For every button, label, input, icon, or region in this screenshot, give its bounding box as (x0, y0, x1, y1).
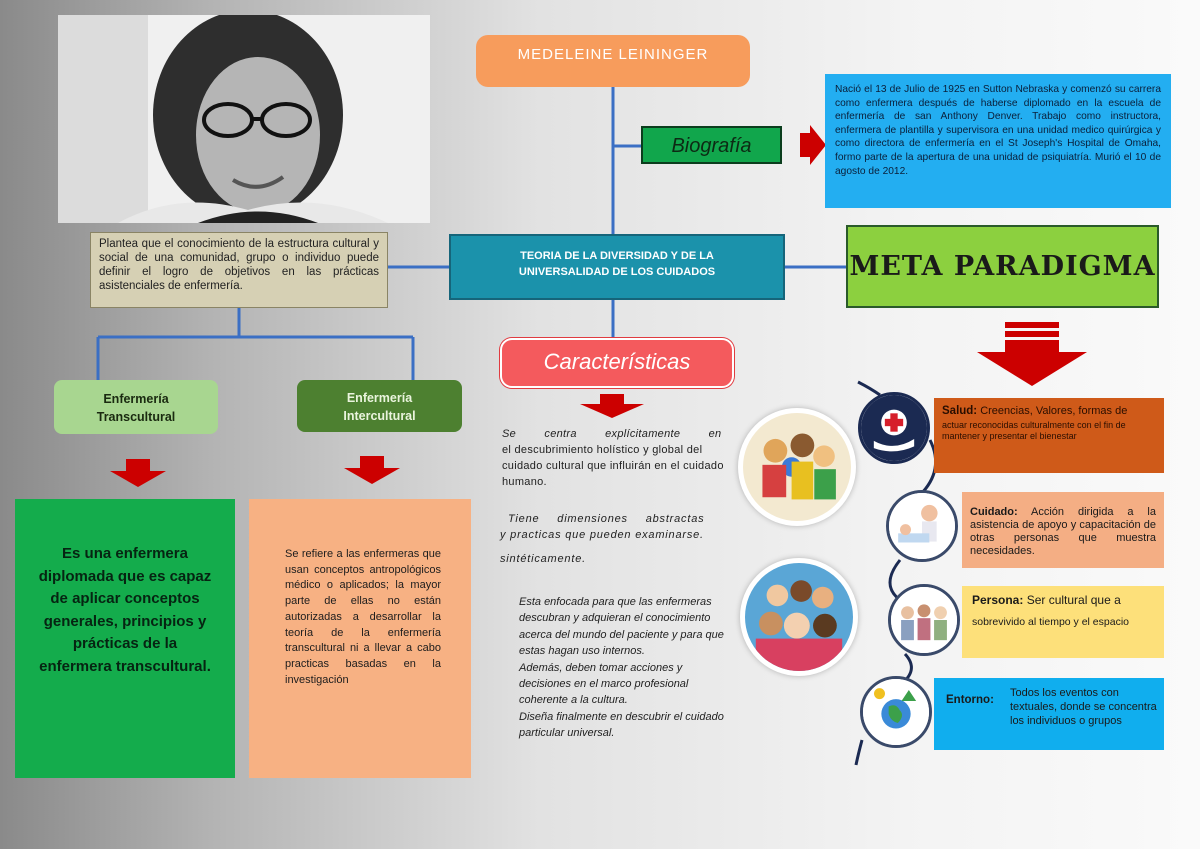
arrow-down-icon (110, 459, 166, 487)
intercultural-text: Se refiere a las enfermeras que usan conceptos antropológicos médico o aplicados; la mayor parte de ellas no están autorizadas a desarrollar la teoría de la enfermería transcultural ni a llevar a cabo practicas basadas en la investigación (249, 499, 471, 778)
title-box: MEDELEINE LEININGER (476, 35, 750, 87)
arrow-down-icon (344, 456, 400, 484)
biography-label: Biografía (641, 126, 782, 164)
caracteristicas-p2-line2: y practicas que pueden examinarse. (500, 529, 704, 541)
arrow-down-icon (977, 322, 1087, 386)
intercultural-label (297, 380, 462, 432)
arrow-down-icon (580, 394, 644, 418)
caracteristicas-p2-line1: Tiene dimensiones abstractas (508, 513, 705, 525)
hand-cross-icon (858, 392, 930, 464)
cuidado-text: Acción dirigida a la asistencia de apoyo y capacitación de otras personas que muestra necesidades. (970, 506, 1156, 557)
transcultural-text: Es una enfermera diplomada que es capaz de aplicar conceptos generales, principios y prácticas de la enfermera transcultural. (15, 499, 235, 778)
plantea-text: Plantea que el conocimiento de la estructura cultural y social de una comunidad, grupo o individuo puede definir el logro de objetivos en las prácticas asistenciales de enfermería. (90, 232, 388, 308)
cuidado-label: Cuidado: (970, 506, 1018, 518)
transcultural-label-line2: Transcultural (96, 410, 176, 424)
salud-text: Creencias, Valores, formas de (980, 405, 1128, 417)
nurse-care-icon (886, 490, 958, 562)
theory-box (449, 234, 785, 300)
intercultural-label-line1: Enfermería (346, 391, 413, 405)
caracteristicas-p5: Diseña finalmente en descubrir el cuidado particular universal. (519, 710, 724, 740)
entorno-text: Todos los eventos con textuales, donde se concentra los individuos o grupos (1010, 687, 1157, 727)
persona-label: Persona: (972, 593, 1024, 607)
caracteristicas-paragraph-2 (500, 511, 740, 567)
caracteristicas-paragraph-1 (502, 426, 732, 490)
caracteristicas-p1-italic: Se centra explícitamente en (502, 428, 722, 440)
biography-text: Nació el 13 de Julio de 1925 en Sutton Nebraska y comenzó su carrera como enfermera después de haberse diplomado en la escuela de enfermería de san Anthony Denver. Trabajo como instructora, enfermera de plantilla y supervisora en una unidad medico quirúrgica y como directora de enfermería en el St Joseph's Hospital de Omaha, formo parte de la apertura de una unidad de psiquiatría. Murió el 10 de agosto de 2012. (825, 74, 1171, 208)
entorno-box (934, 678, 1164, 750)
caracteristicas-p1-rest: el descubrimiento holístico y global del cuidado cultural que influirán en el cuidado humano. (502, 444, 724, 488)
meta-paradigm-box: META PARADIGMA (846, 225, 1159, 308)
diverse-children-image (740, 558, 858, 676)
caracteristicas-p2-line3: sintéticamente. (500, 553, 586, 565)
transcultural-label (54, 380, 218, 434)
caracteristicas-p3: Esta enfocada para que las enfermeras descubran y adquieran el conocimiento acerca del mundo del paciente y para que estas hagan uso internos. (519, 596, 724, 658)
cuidado-box (962, 492, 1164, 568)
caracteristicas-label: Características (500, 338, 734, 388)
caracteristicas-paragraph-3 (519, 594, 737, 742)
portrait-photo (58, 15, 430, 223)
salud-small-text: actuar reconocidas culturalmente con el fin de mantener y presentar el bienestar (942, 420, 1126, 441)
entorno-label: Entorno: (946, 694, 994, 706)
salud-box (934, 398, 1164, 473)
intercultural-label-line2: Intercultural (343, 409, 416, 423)
arrow-right-icon (800, 125, 826, 165)
caracteristicas-p4: Además, deben tomar acciones y decisiones en el marco profesional coherente a la cultura. (519, 661, 689, 707)
persona-text: Ser cultural que a (1026, 593, 1121, 607)
children-group-image (738, 408, 856, 526)
globe-nature-icon (860, 676, 932, 748)
salud-label: Salud: (942, 405, 978, 417)
persona-subtext: sobrevivido al tiempo y el espacio (972, 616, 1129, 628)
persona-box (962, 586, 1164, 658)
people-icon (888, 584, 960, 656)
theory-line-2: UNIVERSALIDAD DE LOS CUIDADOS (518, 266, 716, 278)
theory-line-1: TEORIA DE LA DIVERSIDAD Y DE LA (520, 250, 714, 262)
transcultural-label-line1: Enfermería (103, 392, 169, 406)
